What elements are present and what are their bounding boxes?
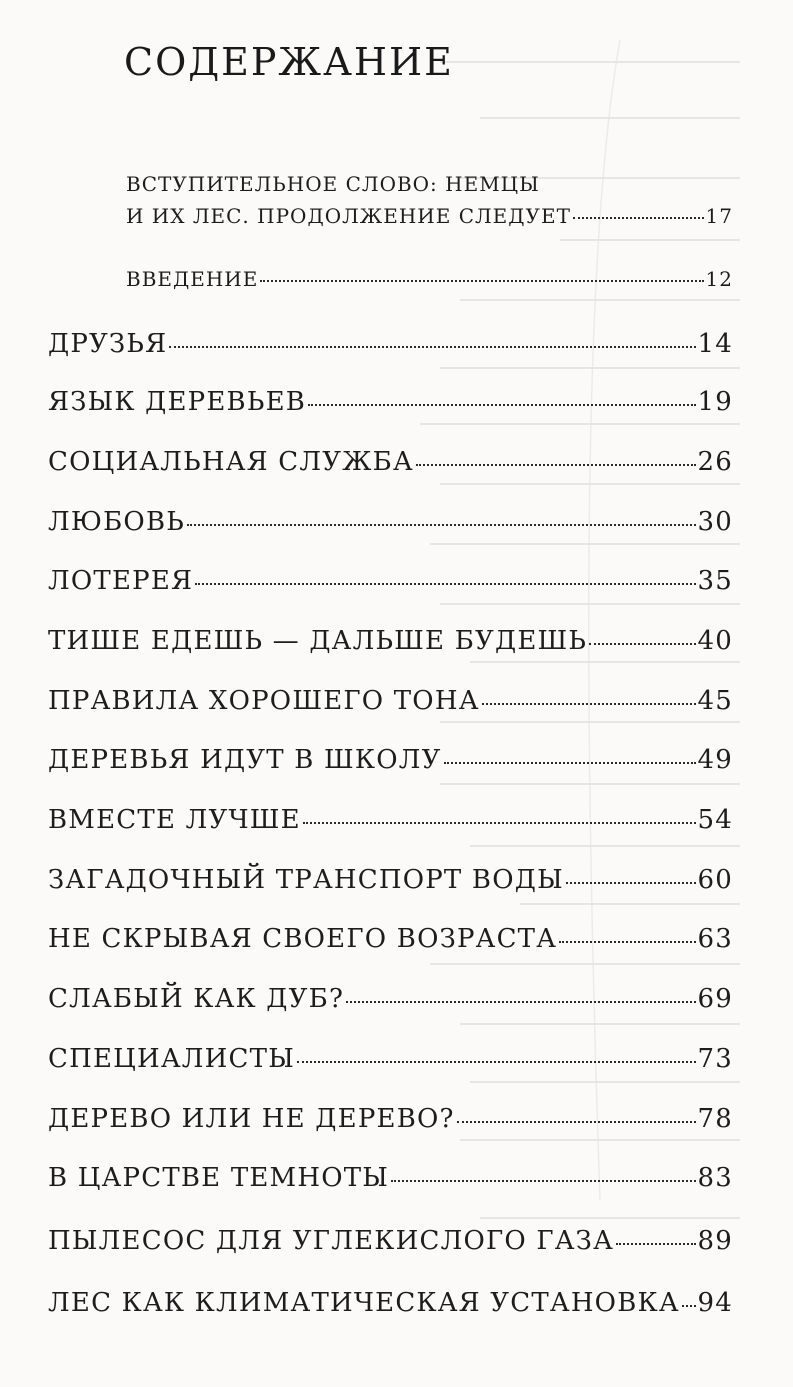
toc-entry-title: СЛАБЫЙ КАК ДУБ?: [48, 984, 345, 1014]
dot-leader: [589, 643, 695, 645]
toc-entry-title: ЛЮБОВЬ: [48, 507, 185, 537]
dot-leader: [391, 1180, 695, 1182]
toc-entry[interactable]: [48, 686, 733, 716]
toc-entry[interactable]: [48, 1226, 733, 1256]
toc-entry-title: ДЕРЕВЬЯ ИДУТ В ШКОЛУ: [48, 745, 442, 775]
toc-entry[interactable]: [48, 387, 733, 417]
prelude-title-line-1: ВСТУПИТЕЛЬНОЕ СЛОВО: НЕМЦЫ: [126, 172, 540, 196]
toc-entry-title: ВМЕСТЕ ЛУЧШЕ: [48, 805, 301, 835]
dot-leader: [682, 1305, 696, 1307]
toc-entry-title: ЛЕС КАК КЛИМАТИЧЕСКАЯ УСТАНОВКА: [48, 1288, 680, 1318]
toc-entry[interactable]: [48, 1163, 733, 1193]
toc-entry-page: 94: [697, 1288, 733, 1318]
dot-leader: [444, 762, 696, 764]
page-title: СОДЕРЖАНИЕ: [124, 40, 454, 84]
toc-entry-title: И ИХ ЛЕС. ПРОДОЛЖЕНИЕ СЛЕДУЕТ: [126, 204, 571, 228]
toc-entry[interactable]: [48, 329, 733, 359]
toc-entry[interactable]: [48, 626, 733, 656]
toc-entry-title: ЛОТЕРЕЯ: [48, 566, 194, 596]
toc-entry-title: НЕ СКРЫВАЯ СВОЕГО ВОЗРАСТА: [48, 924, 558, 954]
toc-entry-title: ПРАВИЛА ХОРОШЕГО ТОНА: [48, 686, 480, 716]
toc-entry-page: 69: [697, 984, 733, 1014]
dot-leader: [308, 404, 695, 406]
dot-leader: [559, 941, 695, 943]
toc-entry-prelude[interactable]: [126, 204, 733, 228]
dot-leader: [346, 1001, 695, 1003]
toc-entry-page: 49: [697, 745, 733, 775]
dot-leader: [482, 703, 696, 705]
toc-entry-page: 45: [697, 686, 733, 716]
dot-leader: [303, 822, 696, 824]
dot-leader: [416, 464, 696, 466]
toc-entry[interactable]: [48, 447, 733, 477]
toc-entry-page: 35: [697, 566, 733, 596]
toc-entry-page: 30: [697, 507, 733, 537]
dot-leader: [457, 1121, 696, 1123]
toc-entry-page: 17: [705, 204, 733, 228]
toc-entry[interactable]: [48, 1288, 733, 1318]
toc-entry-page: 40: [697, 626, 733, 656]
toc-entry[interactable]: [48, 566, 733, 596]
toc-entry[interactable]: [48, 507, 733, 537]
dot-leader: [169, 346, 695, 348]
dot-leader: [566, 882, 696, 884]
toc-entry-title: ДЕРЕВО ИЛИ НЕ ДЕРЕВО?: [48, 1104, 455, 1134]
dot-leader: [297, 1061, 696, 1063]
toc-entry-title: СПЕЦИАЛИСТЫ: [48, 1044, 295, 1074]
toc-entry-page: 54: [697, 805, 733, 835]
toc-entry-page: 14: [697, 329, 733, 359]
toc-entry[interactable]: [48, 745, 733, 775]
toc-entry-page: 63: [697, 924, 733, 954]
dot-leader: [260, 280, 703, 282]
toc-entry-page: 83: [697, 1163, 733, 1193]
toc-entry[interactable]: [48, 924, 733, 954]
toc-entry-intro[interactable]: [126, 267, 733, 291]
toc-entry-page: 73: [697, 1044, 733, 1074]
toc-entry-title: СОЦИАЛЬНАЯ СЛУЖБА: [48, 447, 414, 477]
toc-entry-title: ЯЗЫК ДЕРЕВЬЕВ: [48, 387, 307, 417]
toc-entry-title: ДРУЗЬЯ: [48, 329, 168, 359]
toc-entry-title: ТИШЕ ЕДЕШЬ — ДАЛЬШЕ БУДЕШЬ: [48, 626, 588, 656]
dot-leader: [573, 217, 704, 219]
toc-entry-page: 60: [697, 865, 733, 895]
toc-entry[interactable]: [48, 1044, 733, 1074]
toc-entry-page: 12: [705, 267, 733, 291]
dot-leader: [616, 1243, 696, 1245]
toc-entry-page: 89: [697, 1226, 733, 1256]
toc-entry-title: ПЫЛЕСОС ДЛЯ УГЛЕКИСЛОГО ГАЗА: [48, 1226, 614, 1256]
toc-entry-title: ЗАГАДОЧНЫЙ ТРАНСПОРТ ВОДЫ: [48, 865, 564, 895]
dot-leader: [195, 583, 695, 585]
toc-entry-page: 78: [697, 1104, 733, 1134]
toc-entry[interactable]: [48, 805, 733, 835]
dot-leader: [187, 524, 696, 526]
toc-entry[interactable]: [48, 865, 733, 895]
toc-entry-title: ВВЕДЕНИЕ: [126, 267, 259, 291]
toc-entry-page: 19: [697, 387, 733, 417]
toc-entry[interactable]: [48, 984, 733, 1014]
toc-entry-title: В ЦАРСТВЕ ТЕМНОТЫ: [48, 1163, 390, 1193]
toc-entry-page: 26: [697, 447, 733, 477]
toc-entry[interactable]: [48, 1104, 733, 1134]
